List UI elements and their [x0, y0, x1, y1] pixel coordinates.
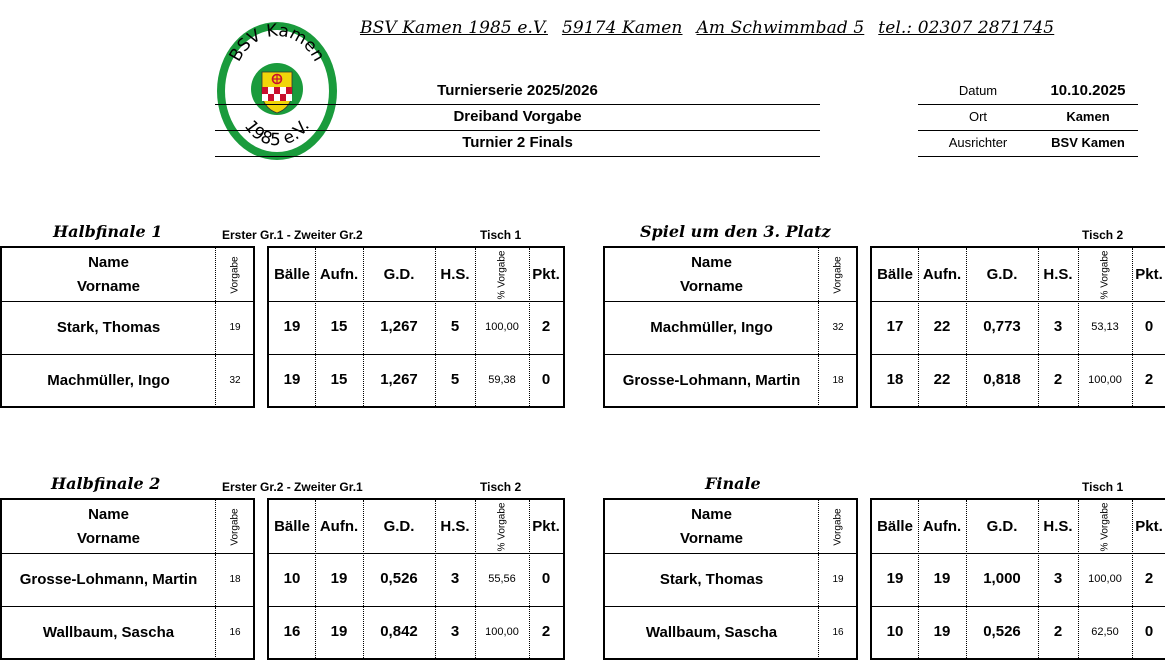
name-header-line1: Name: [88, 254, 129, 271]
player-row: [2, 553, 253, 606]
pct-header: [475, 248, 529, 301]
gd-header: G.D.: [986, 266, 1018, 283]
stat-baelle: 10: [886, 623, 904, 640]
game-title: Spiel um den 3. Platz: [640, 222, 831, 241]
stat-pct: 62,50: [1091, 626, 1119, 638]
aufn-header: Aufn.: [319, 266, 359, 283]
row-divider: [269, 301, 563, 302]
series-title: Turnierserie 2025/2026: [215, 78, 820, 105]
player-vorgabe: 16: [215, 607, 254, 659]
stat-hs: 2: [1053, 623, 1063, 640]
table-number: Tisch 1: [1082, 480, 1124, 494]
name-table: [603, 498, 858, 660]
name-header-line2: Vorname: [679, 278, 744, 295]
player-row: [605, 354, 856, 407]
player-vorgabe: 19: [818, 554, 857, 606]
stat-pct: 100,00: [485, 321, 519, 333]
row-divider: [269, 553, 563, 554]
vorgabe-header: [215, 248, 254, 301]
stat-baelle: 16: [283, 623, 301, 640]
stat-baelle: 17: [886, 318, 904, 335]
aufn-header: Aufn.: [319, 518, 359, 535]
stat-hs: 5: [450, 371, 460, 388]
info-date: [918, 78, 1138, 105]
vorgabe-header-label: Vorgabe: [832, 255, 844, 294]
pct-header: [1078, 248, 1132, 301]
player-row: [2, 354, 253, 407]
info-location: [918, 104, 1138, 131]
info-value: 10.10.2025: [1050, 82, 1126, 99]
stat-pct: 55,56: [488, 573, 516, 585]
info-label: Datum: [958, 83, 998, 98]
pct-header-label: % Vorgabe: [1099, 502, 1111, 551]
stat-hs: 3: [1053, 318, 1063, 335]
baelle-header: Bälle: [274, 518, 310, 535]
player-row: [605, 553, 856, 606]
row-divider: [269, 354, 563, 355]
stat-pkt: 2: [1144, 371, 1154, 388]
stat-baelle: 19: [283, 318, 301, 335]
player-name: Machmüller, Ingo: [47, 372, 170, 389]
logo-text-top: BSV Kamen: [225, 20, 329, 65]
stat-aufn: 19: [933, 623, 951, 640]
stat-pkt: 0: [541, 570, 551, 587]
name-header: [2, 500, 215, 553]
stat-baelle: 10: [283, 570, 301, 587]
stat-hs: 3: [450, 623, 460, 640]
player-name: Stark, Thomas: [659, 571, 764, 588]
stat-aufn: 22: [933, 371, 951, 388]
stat-aufn: 22: [933, 318, 951, 335]
stat-pct: 100,00: [1088, 573, 1122, 585]
player-name: Stark, Thomas: [56, 319, 161, 336]
player-vorgabe: 32: [818, 302, 857, 354]
player-name: Wallbaum, Sascha: [645, 624, 778, 641]
game-title: Finale: [705, 474, 761, 493]
info-value: Kamen: [1066, 109, 1110, 124]
mode-title: Dreiband Vorgabe: [215, 104, 820, 131]
pct-header: [1078, 500, 1132, 553]
stat-gd: 0,842: [380, 623, 418, 640]
stats-table: [870, 246, 1165, 408]
player-row: [605, 301, 856, 354]
stat-pct: 100,00: [485, 626, 519, 638]
stat-aufn: 19: [330, 570, 348, 587]
gd-header: G.D.: [383, 518, 415, 535]
player-name: Grosse-Lohmann, Martin: [19, 571, 198, 588]
stat-pct: 53,13: [1091, 321, 1119, 333]
stat-gd: 1,000: [983, 570, 1021, 587]
player-row: [2, 606, 253, 659]
table-number: Tisch 2: [1082, 228, 1124, 242]
club-name: BSV Kamen 1985 e.V.: [360, 18, 548, 38]
stat-hs: 3: [1053, 570, 1063, 587]
name-header: [605, 248, 818, 301]
row-divider: [872, 354, 1165, 355]
stat-pkt: 2: [1144, 570, 1154, 587]
row-divider: [872, 553, 1165, 554]
hs-header: H.S.: [1043, 266, 1073, 283]
hs-header: H.S.: [440, 518, 470, 535]
stat-baelle: 19: [283, 371, 301, 388]
aufn-header: Aufn.: [922, 266, 962, 283]
name-table: [0, 498, 255, 660]
baelle-header: Bälle: [877, 266, 913, 283]
stat-aufn: 15: [330, 318, 348, 335]
name-header-line1: Name: [691, 506, 732, 523]
stat-gd: 0,526: [983, 623, 1021, 640]
game-title: Halbfinale 2: [51, 474, 161, 493]
name-header-line2: Vorname: [76, 278, 141, 295]
game-subtitle: Erster Gr.1 - Zweiter Gr.2: [222, 228, 363, 242]
stat-hs: 2: [1053, 371, 1063, 388]
stat-baelle: 18: [886, 371, 904, 388]
info-host: [918, 130, 1138, 157]
player-name: Wallbaum, Sascha: [42, 624, 175, 641]
name-header-line1: Name: [691, 254, 732, 271]
stat-aufn: 15: [330, 371, 348, 388]
club-street: Am Schwimmbad 5: [696, 18, 865, 38]
stat-gd: 0,773: [983, 318, 1021, 335]
gd-header: G.D.: [986, 518, 1018, 535]
pkt-header: Pkt.: [1135, 518, 1163, 535]
name-table: [603, 246, 858, 408]
player-name: Machmüller, Ingo: [650, 319, 773, 336]
stat-aufn: 19: [330, 623, 348, 640]
player-vorgabe: 32: [215, 355, 254, 407]
baelle-header: Bälle: [877, 518, 913, 535]
table-number: Tisch 1: [480, 228, 522, 242]
pct-header-label: % Vorgabe: [496, 502, 508, 551]
stat-pct: 100,00: [1088, 374, 1122, 386]
vorgabe-header: [818, 248, 857, 301]
row-divider: [269, 606, 563, 607]
player-vorgabe: 19: [215, 302, 254, 354]
stat-gd: 0,526: [380, 570, 418, 587]
stat-pct: 59,38: [488, 374, 516, 386]
pkt-header: Pkt.: [532, 266, 560, 283]
vorgabe-header: [818, 500, 857, 553]
baelle-header: Bälle: [274, 266, 310, 283]
name-header: [605, 500, 818, 553]
pct-header-label: % Vorgabe: [1099, 250, 1111, 299]
vorgabe-header: [215, 500, 254, 553]
pct-header: [475, 500, 529, 553]
name-header-line1: Name: [88, 506, 129, 523]
stat-pkt: 2: [541, 318, 551, 335]
stat-pkt: 0: [541, 371, 551, 388]
stat-pkt: 0: [1144, 623, 1154, 640]
player-row: [2, 301, 253, 354]
row-divider: [872, 301, 1165, 302]
stats-table: [267, 498, 565, 660]
stat-pkt: 2: [541, 623, 551, 640]
stats-table: [267, 246, 565, 408]
vorgabe-header-label: Vorgabe: [229, 255, 241, 294]
name-header-line2: Vorname: [76, 530, 141, 547]
pct-header-label: % Vorgabe: [496, 250, 508, 299]
player-vorgabe: 18: [215, 554, 254, 606]
player-vorgabe: 18: [818, 355, 857, 407]
name-header: [2, 248, 215, 301]
stat-baelle: 19: [886, 570, 904, 587]
stat-gd: 1,267: [380, 318, 418, 335]
tournament-title: Turnier 2 Finals: [215, 130, 820, 157]
stat-gd: 0,818: [983, 371, 1021, 388]
stat-pkt: 0: [1144, 318, 1154, 335]
name-table: [0, 246, 255, 408]
club-address: [360, 18, 1054, 38]
stat-hs: 5: [450, 318, 460, 335]
hs-header: H.S.: [440, 266, 470, 283]
pkt-header: Pkt.: [1135, 266, 1163, 283]
player-name: Grosse-Lohmann, Martin: [622, 372, 801, 389]
club-zip-city: 59174 Kamen: [561, 18, 683, 38]
player-vorgabe: 16: [818, 607, 857, 659]
info-label: Ausrichter: [948, 135, 1008, 150]
stat-aufn: 19: [933, 570, 951, 587]
info-label: Ort: [968, 109, 988, 124]
row-divider: [872, 606, 1165, 607]
info-value: BSV Kamen: [1051, 135, 1125, 150]
stat-gd: 1,267: [380, 371, 418, 388]
vorgabe-header-label: Vorgabe: [229, 507, 241, 546]
name-header-line2: Vorname: [679, 530, 744, 547]
game-subtitle: Erster Gr.2 - Zweiter Gr.1: [222, 480, 363, 494]
hs-header: H.S.: [1043, 518, 1073, 535]
game-title: Halbfinale 1: [53, 222, 163, 241]
vorgabe-header-label: Vorgabe: [832, 507, 844, 546]
stats-table: [870, 498, 1165, 660]
stat-hs: 3: [450, 570, 460, 587]
gd-header: G.D.: [383, 266, 415, 283]
table-number: Tisch 2: [480, 480, 522, 494]
pkt-header: Pkt.: [532, 518, 560, 535]
player-row: [605, 606, 856, 659]
logo-text-bottom: 1985 e.V.: [240, 116, 314, 151]
club-phone: tel.: 02307 2871745: [878, 18, 1055, 38]
aufn-header: Aufn.: [922, 518, 962, 535]
